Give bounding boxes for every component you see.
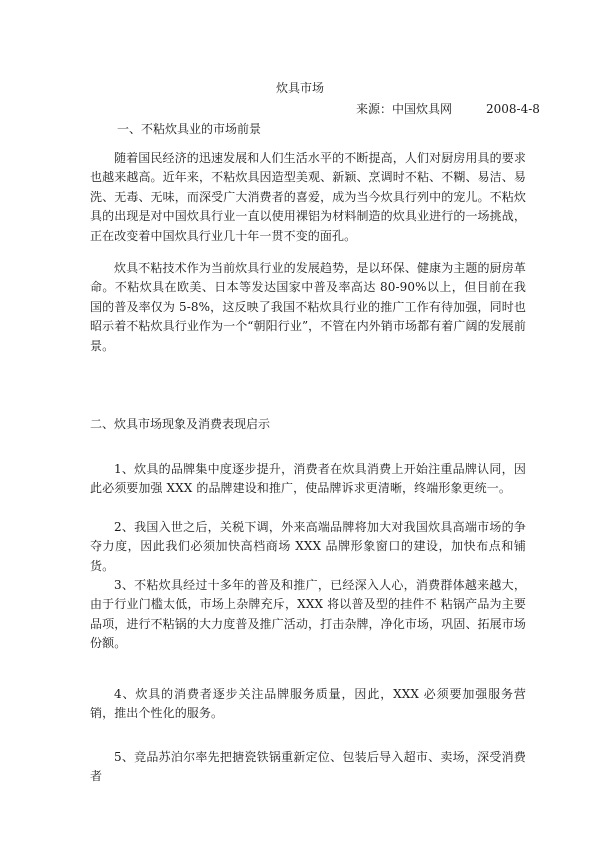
section2-paragraph-3: 3、不粘炊具经过十多年的普及和推广，已经深入人心，消费群体越来越大，由于行业门槛太低，市场上杂牌充斥，XXX 将以普及型的挂件不 粘锅产品为主要品项，进行不粘锅的大力度普及推广活动，打击杂牌，净化市场，巩固、拓展市场份额。 [90,578,526,651]
section2-paragraph-1: 1、炊具的品牌集中度逐步提升，消费者在炊具消费上开始注重品牌认同，因此必须要加强 XXX 的品牌建设和推广，使品牌诉求更清晰，终端形象更统一。 [90,462,526,496]
document-title: 炊具市场 [275,81,324,95]
source-line [356,101,540,117]
section2-heading: 二、炊具市场现象及消费表现启示 [90,417,271,431]
section2-paragraph-4: 4、炊具的消费者逐步关注品牌服务质量，因此，XXX 必须要加强服务营销，推出个性化的服务。 [90,687,526,721]
section1-paragraph-2: 炊具不粘技术作为当前炊具行业的发展趋势，是以环保、健康为主题的厨房革命。不粘炊具在欧美、日本等发达国家中普及率高达 80-90%以上，但目前在我国的普及率仅为 5-8%，这反映了我国不粘炊具行业的推广工作有待加强，同时也昭示着不粘炊具行业作为一个“朝阳行业”，不管在内外销市场都有着广阔的发展前景。 [90,261,526,353]
section1-heading: 一、不粘炊具业的市场前景 [117,122,262,136]
section1-paragraph-1: 随着国民经济的迅速发展和人们生活水平的不断提高，人们对厨房用具的要求也越来越高。近年来，不粘炊具因造型美观、新颖、烹调时不粘、不糊、易洁、易洗、无毒、无味，而深受广大消费者的喜爱，成为当今炊具行列中的宠儿。不粘炊具的出现是对中国炊具行业一直以使用裸铝为材料制造的炊具业进行的一场挑战，正在改变着中国炊具行业几十年一贯不变的面孔。 [90,151,526,243]
publish-date: 2008-4-8 [486,102,540,116]
source-label: 来源：中国炊具网 [356,102,453,116]
section2-paragraph-2: 2、我国入世之后，关税下调，外来高端品牌将加大对我国炊具高端市场的争夺力度，因此我们必须加快高档商场 XXX 品牌形象窗口的建设，加快布点和铺货。 [90,520,526,573]
section2-paragraph-5: 5、竞品苏泊尔率先把搪瓷铁锅重新定位、包装后导入超市、卖场，深受消费者 [90,750,526,784]
